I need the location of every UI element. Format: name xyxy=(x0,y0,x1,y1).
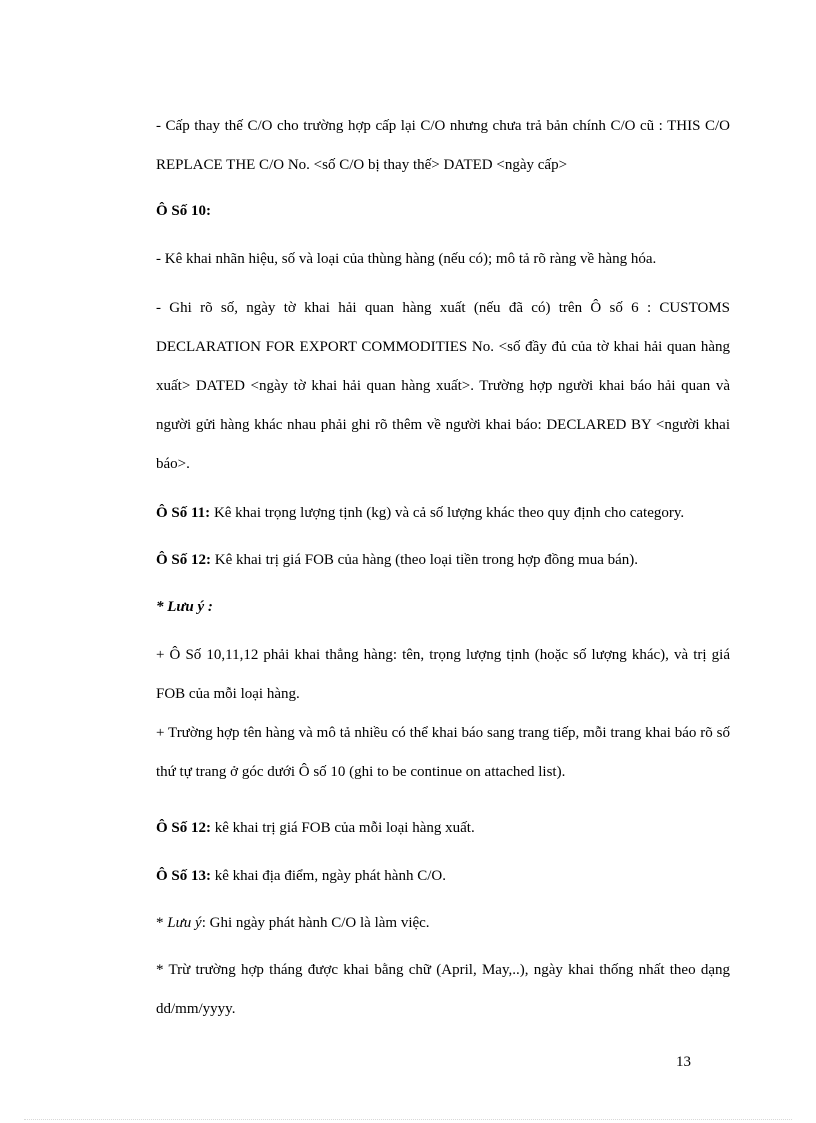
note2-prefix: * xyxy=(156,915,168,931)
paragraph-box-11 xyxy=(156,494,730,533)
box-11-text: Kê khai trọng lượng tịnh (kg) và cả số lượng khác theo quy định cho category. xyxy=(210,505,685,521)
heading-box-10: Ô Số 10: xyxy=(156,203,212,219)
paragraph-note-continuation: + Trường hợp tên hàng và mô tả nhiều có thể khai báo sang trang tiếp, mỗi trang khai báo rõ số thứ tự trang ở góc dưới Ô số 10 (ghi to be continue on attached list). xyxy=(156,725,730,780)
paragraph-box-12-fob xyxy=(156,809,730,848)
paragraph-date-format: * Trừ trường hợp tháng được khai bằng chữ (April, May,..), ngày khai thống nhất theo dạng dd/mm/yyyy. xyxy=(156,962,730,1017)
paragraph-replacement-co: - Cấp thay thế C/O cho trường hợp cấp lại C/O nhưng chưa trả bản chính C/O cũ : THIS C/O REPLACE THE C/O No. <số C/O bị thay thế> DATED <ngày cấp> xyxy=(156,118,730,173)
paragraph-note-alignment: + Ô Số 10,11,12 phải khai thẳng hàng: tên, trọng lượng tịnh (hoặc số lượng khác), và trị giá FOB của mỗi loại hàng. xyxy=(156,647,730,702)
page-number: 13 xyxy=(676,1054,691,1070)
paragraph-box10-customs: - Ghi rõ số, ngày tờ khai hải quan hàng xuất (nếu đã có) trên Ô số 6 : CUSTOMS DECLARATION FOR EXPORT COMMODITIES No. <số đầy đủ của tờ khai hải quan hàng xuất> DATED <ngày tờ khai hải quan hàng xuất>. Trường hợp người khai báo hải quan và người gửi hàng khác nhau phải ghi rõ thêm về người khai báo: DECLARED BY <người khai báo>. xyxy=(156,300,730,472)
paragraph-note-issue-date xyxy=(156,904,730,943)
box-13-text: kê khai địa điểm, ngày phát hành C/O. xyxy=(211,868,446,884)
box-12-text: Kê khai trị giá FOB của hàng (theo loại tiền trong hợp đồng mua bán). xyxy=(211,552,639,568)
box-11-label: Ô Số 11: xyxy=(156,505,211,521)
paragraph-box10-marks: - Kê khai nhãn hiệu, số và loại của thùng hàng (nếu có); mô tả rõ ràng về hàng hóa. xyxy=(156,251,657,267)
box-12b-text: kê khai trị giá FOB của mỗi loại hàng xuất. xyxy=(211,820,475,836)
note2-text: : Ghi ngày phát hành C/O là làm việc. xyxy=(201,915,430,931)
box-12-label: Ô Số 12: xyxy=(156,552,212,568)
note2-label: Lưu ý xyxy=(167,915,202,931)
paragraph-box-13 xyxy=(156,857,730,896)
note-heading: * Lưu ý : xyxy=(156,599,213,615)
paragraph-box-12 xyxy=(156,541,730,580)
page-bottom-divider xyxy=(24,1119,792,1120)
box-12b-label: Ô Số 12: xyxy=(156,820,212,836)
box-13-label: Ô Số 13: xyxy=(156,868,212,884)
